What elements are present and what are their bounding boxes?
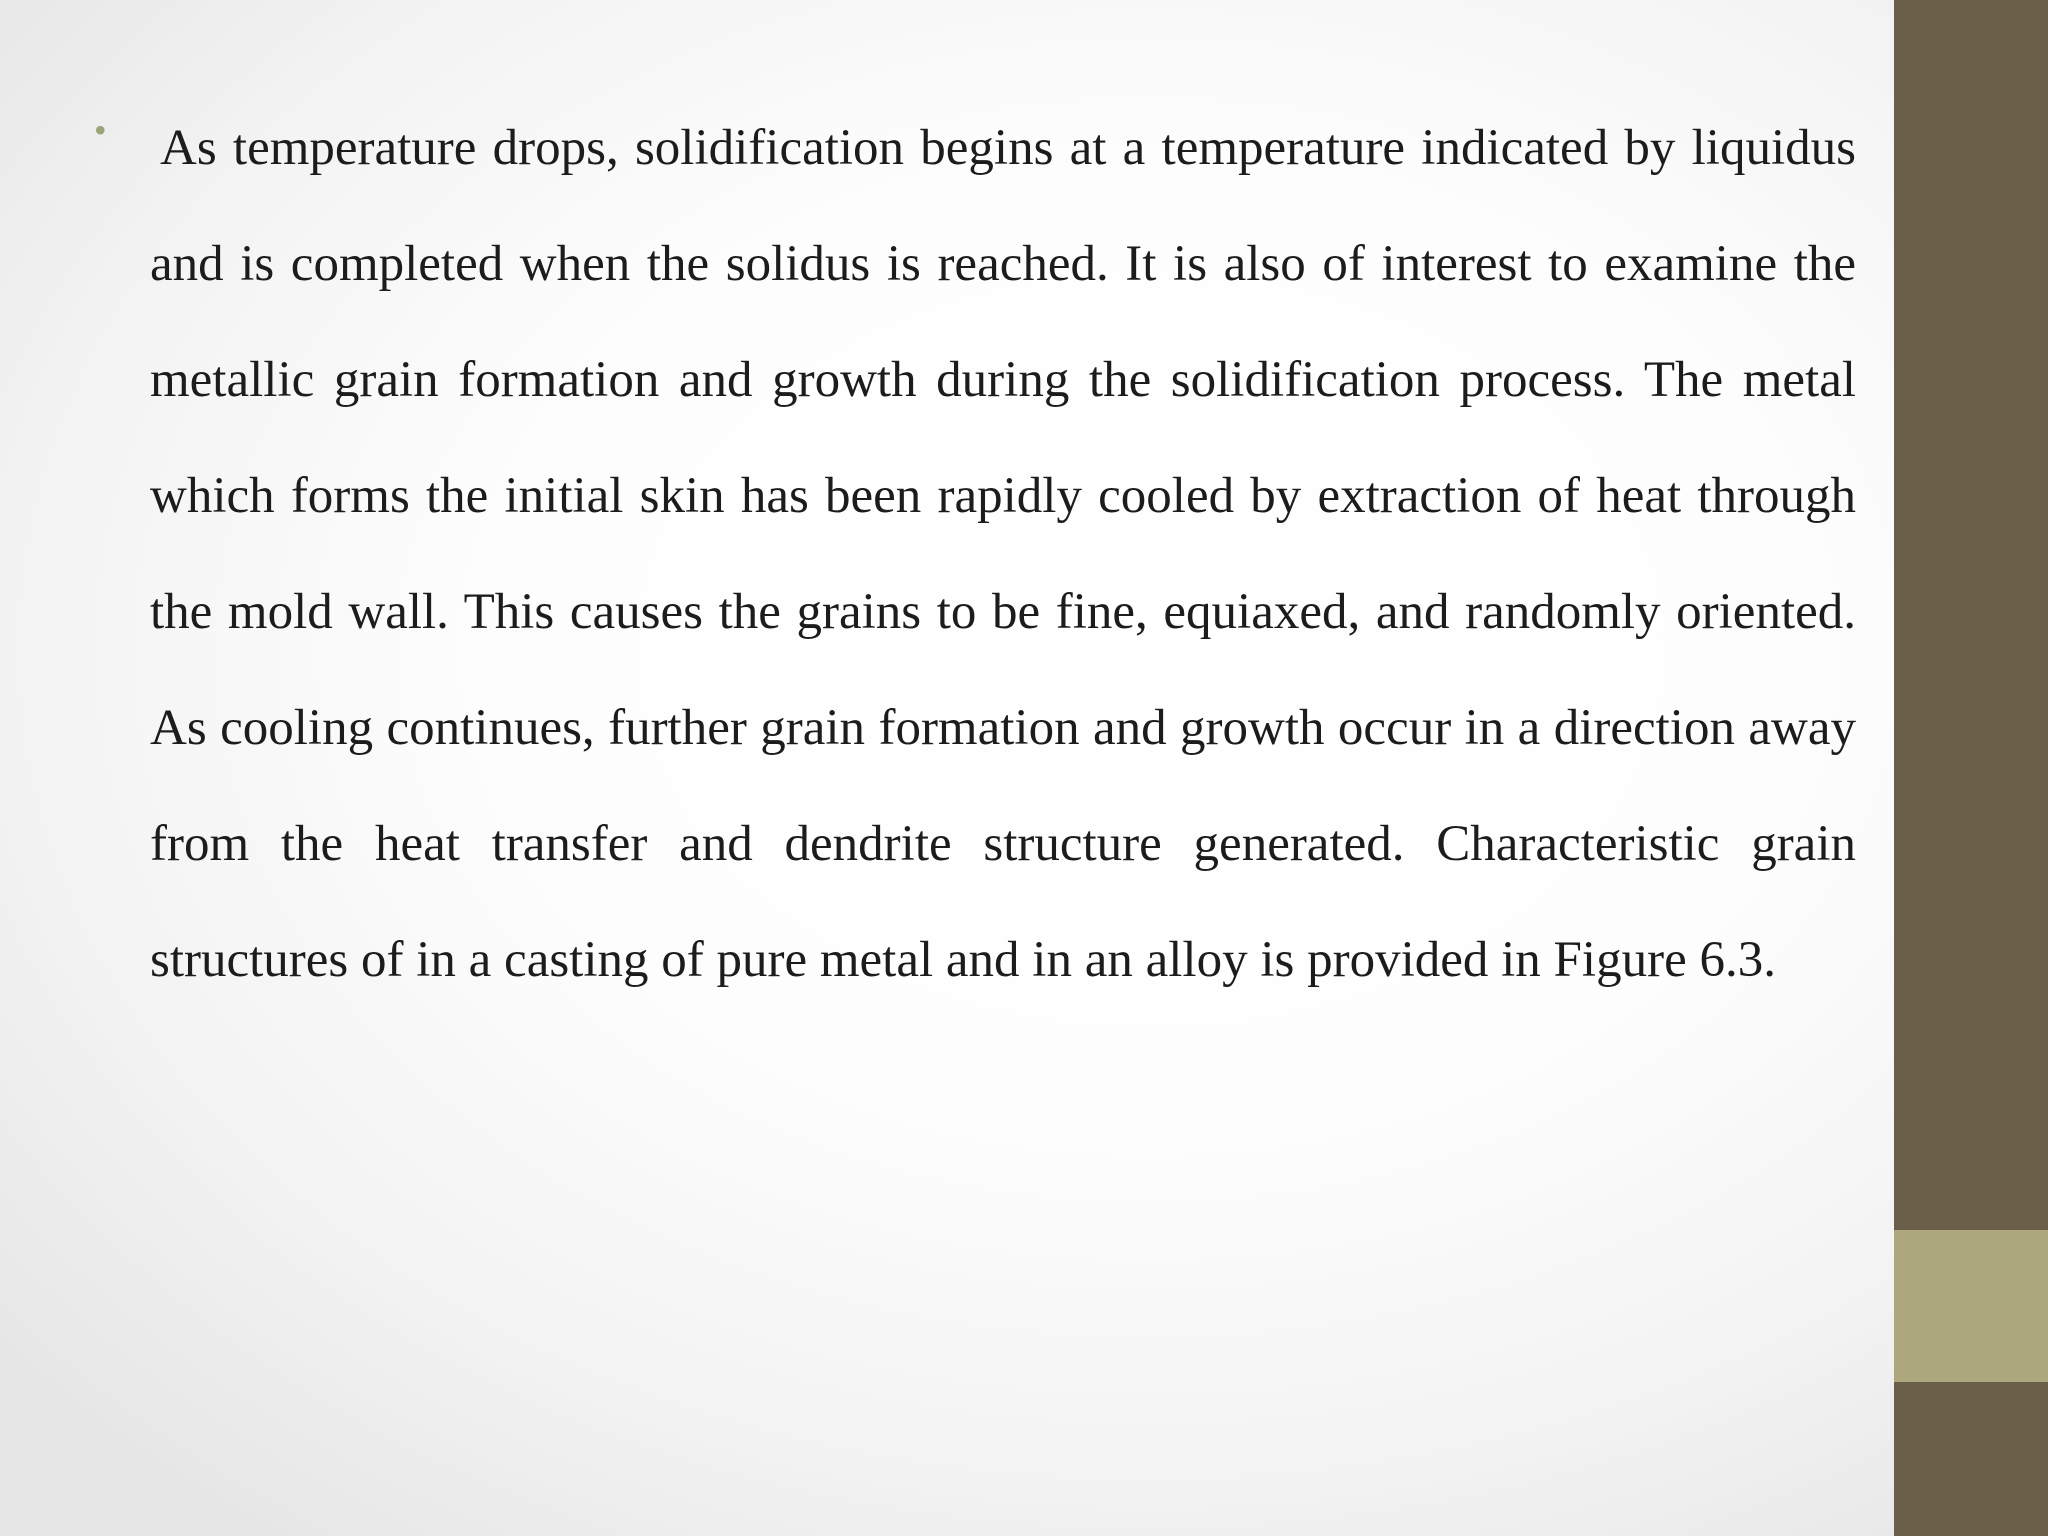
body-paragraph: As temperature drops, solidification begins at a temperature indicated by liquidus and is completed when the solidus is reached. It is also of interest to examine the metallic grain formation and growth during the solidification process. The metal which forms the initial skin has been rapidly cooled by extraction of heat through the mold wall. This causes the grains to be fine, equiaxed, and randomly oriented. As cooling continues, further grain formation and growth occur in a direction away from the heat transfer and dendrite structure generated. Characteristic grain structures of in a casting of pure metal and in an alloy is provided in Figure 6.3. [150, 120, 1856, 988]
bullet-dot-icon: • [94, 110, 107, 150]
sidebar-accent-block [1894, 1230, 2048, 1382]
bullet-list [94, 90, 1856, 1018]
